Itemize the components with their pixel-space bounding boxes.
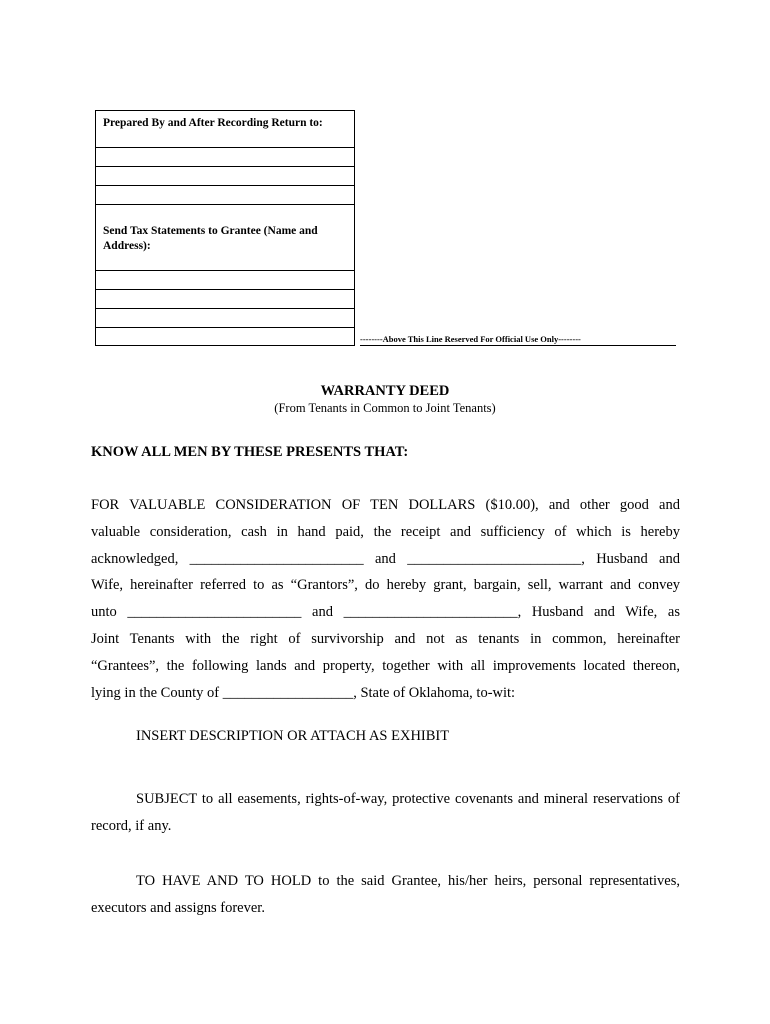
grantee-address-line-4[interactable] — [96, 327, 354, 328]
official-use-notice: --------Above This Line Reserved For Official Use Only-------- — [360, 333, 676, 346]
paragraph-line: lying in the County of __________________, State of Oklahoma, to-wit: — [91, 684, 516, 701]
tax-statements-label-2: Address): — [103, 240, 151, 252]
paragraph-line: SUBJECT to all easements, rights-of-way, protective covenants and mineral reservations of — [136, 791, 680, 807]
return-address-line-3[interactable] — [96, 185, 354, 186]
paragraph-line: “Grantees”, the following lands and property, together with all improvements located thereon, — [91, 657, 680, 674]
grantee-address-line-2[interactable] — [96, 289, 354, 290]
paragraph-line: Wife, hereinafter referred to as “Grantors”, do hereby grant, bargain, sell, warrant and convey — [91, 577, 680, 594]
tax-statements-label-1: Send Tax Statements to Grantee (Name and — [103, 225, 318, 237]
consideration-paragraph — [91, 492, 680, 706]
habendum-paragraph — [91, 868, 680, 922]
grantee-address-line-3[interactable] — [96, 308, 354, 309]
paragraph-line: executors and assigns forever. — [91, 899, 265, 916]
insert-description-text: INSERT DESCRIPTION OR ATTACH AS EXHIBIT — [136, 728, 450, 744]
document-subtitle: (From Tenants in Common to Joint Tenants) — [274, 401, 496, 415]
paragraph-line: acknowledged, ________________________ and ________________________, Husband and — [91, 550, 680, 567]
paragraph-line: Joint Tenants with the right of survivorship and not as tenants in common, hereinafter — [91, 630, 680, 647]
return-address-line-4[interactable] — [96, 204, 354, 205]
paragraph-line: valuable consideration, cash in hand paid, the receipt and sufficiency of which is hereby — [91, 523, 680, 540]
paragraph-line: FOR VALUABLE CONSIDERATION OF TEN DOLLARS ($10.00), and other good and — [91, 497, 680, 513]
return-address-line-1[interactable] — [96, 147, 354, 148]
prepared-by-label: Prepared By and After Recording Return to: — [103, 117, 323, 129]
document-title: WARRANTY DEED — [320, 383, 450, 399]
paragraph-line: record, if any. — [91, 817, 172, 834]
know-all-heading: KNOW ALL MEN BY THESE PRESENTS THAT: — [91, 444, 409, 460]
recording-info-box — [95, 110, 355, 346]
paragraph-line: unto ________________________ and ________________________, Husband and Wife, as — [91, 604, 680, 621]
return-address-line-2[interactable] — [96, 166, 354, 167]
paragraph-line: TO HAVE AND TO HOLD to the said Grantee, his/her heirs, personal representatives, — [136, 873, 680, 889]
subject-paragraph — [91, 786, 680, 840]
grantee-address-line-1[interactable] — [96, 270, 354, 271]
